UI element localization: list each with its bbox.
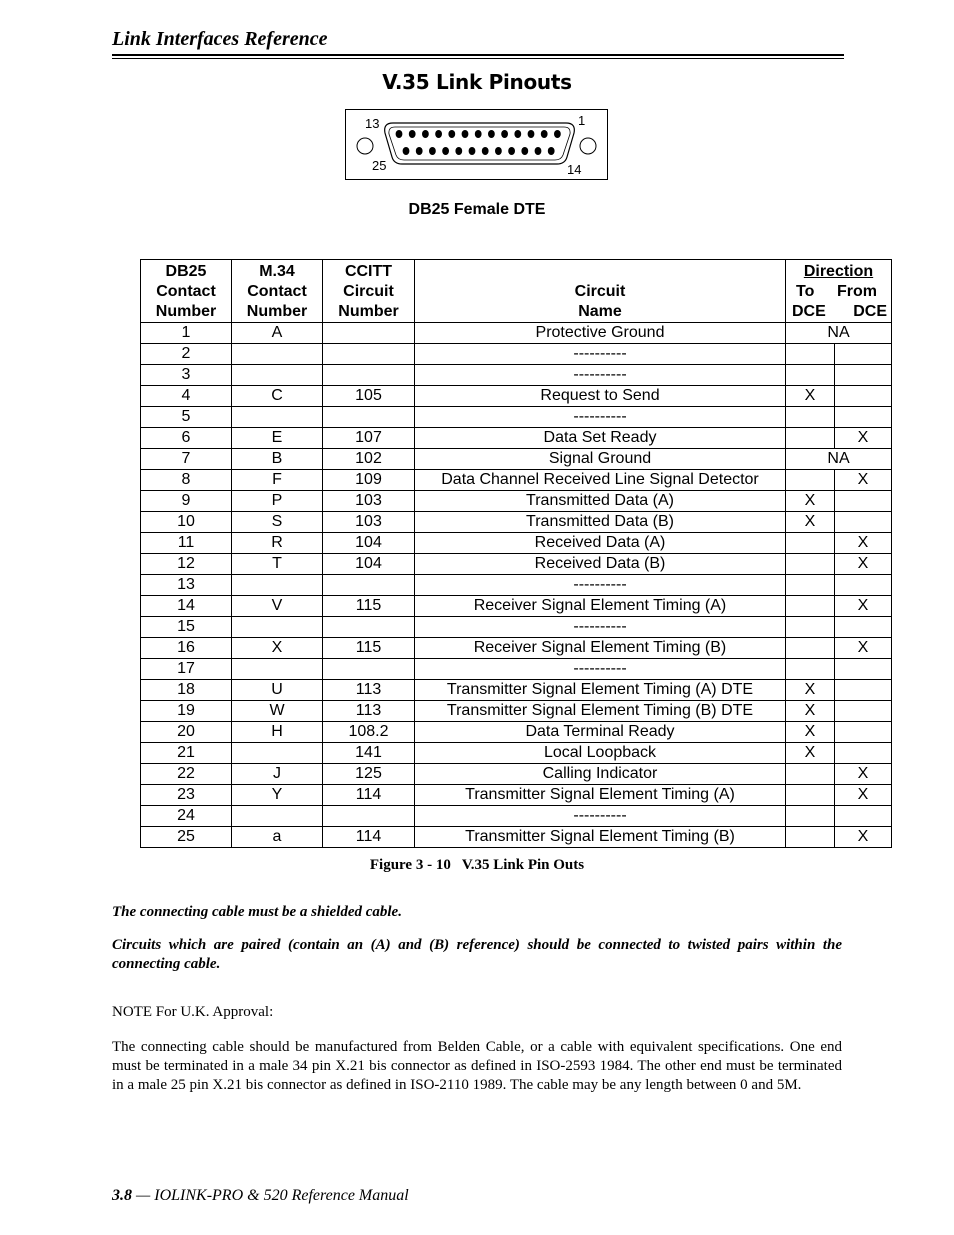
header-rule-thick	[112, 54, 844, 56]
cell-ccitt	[323, 659, 415, 680]
table-row	[141, 344, 892, 365]
cell-circuit-name: Request to Send	[415, 386, 786, 407]
cell-to-dce	[786, 554, 835, 575]
cell-ccitt: 105	[323, 386, 415, 407]
cell-to-dce	[786, 575, 835, 596]
connector-pin	[409, 130, 416, 138]
cell-m34: P	[232, 491, 323, 512]
cell-ccitt	[323, 806, 415, 827]
cell-from-dce	[835, 575, 892, 596]
cell-from-dce	[835, 743, 892, 764]
connector-pin	[528, 130, 535, 138]
cell-ccitt: 103	[323, 491, 415, 512]
connector-pin	[396, 130, 403, 138]
header-direction: Direction To From DCE DCE	[786, 260, 892, 323]
cell-m34	[232, 617, 323, 638]
table-row	[141, 407, 892, 428]
cell-db25: 4	[141, 386, 232, 407]
cell-circuit-name: Signal Ground	[415, 449, 786, 470]
figure-title: V.35 Link Pin Outs	[461, 857, 585, 873]
cell-m34: S	[232, 512, 323, 533]
cell-db25: 9	[141, 491, 232, 512]
cell-from-dce: X	[835, 428, 892, 449]
cell-m34: V	[232, 596, 323, 617]
cell-to-dce: X	[786, 722, 835, 743]
cell-ccitt	[323, 407, 415, 428]
pin-label-25: 25	[372, 158, 387, 173]
cell-ccitt: 109	[323, 470, 415, 491]
cell-db25: 8	[141, 470, 232, 491]
cell-circuit-name: Receiver Signal Element Timing (A)	[415, 596, 786, 617]
header-title: Link Interfaces Reference	[112, 28, 328, 50]
table-row	[141, 575, 892, 596]
header-direction-label: Direction	[803, 263, 874, 280]
cell-from-dce	[835, 407, 892, 428]
cell-from-dce	[835, 701, 892, 722]
cell-m34: X	[232, 638, 323, 659]
cell-m34: T	[232, 554, 323, 575]
cell-from-dce	[835, 512, 892, 533]
cell-db25: 25	[141, 827, 232, 848]
connector-pin	[435, 130, 442, 138]
cell-db25: 18	[141, 680, 232, 701]
cell-to-dce	[786, 407, 835, 428]
note-twisted-pairs: Circuits which are paired (contain an (A) and (B) reference) should be connected to twisted pairs within the connecting cable.	[112, 937, 842, 972]
cell-ccitt	[323, 617, 415, 638]
table-row	[141, 827, 892, 848]
note-uk-heading: NOTE For U.K. Approval:	[112, 1004, 274, 1020]
cell-circuit-name: ----------	[415, 575, 786, 596]
cell-direction-na: NA	[786, 323, 892, 344]
cell-m34: R	[232, 533, 323, 554]
running-footer	[112, 1186, 409, 1206]
cell-to-dce: X	[786, 743, 835, 764]
cell-ccitt: 113	[323, 701, 415, 722]
connector-pin	[554, 130, 561, 138]
cell-db25: 1	[141, 323, 232, 344]
pin-label-14: 14	[567, 162, 582, 177]
cell-db25: 21	[141, 743, 232, 764]
cell-from-dce: X	[835, 785, 892, 806]
cell-m34: F	[232, 470, 323, 491]
cell-ccitt: 108.2	[323, 722, 415, 743]
cell-to-dce	[786, 764, 835, 785]
cell-ccitt: 104	[323, 533, 415, 554]
table-row	[141, 554, 892, 575]
cell-db25: 6	[141, 428, 232, 449]
cell-to-dce	[786, 806, 835, 827]
footer-page-number: 3.8	[112, 1187, 132, 1204]
cell-circuit-name: Protective Ground	[415, 323, 786, 344]
cell-from-dce	[835, 617, 892, 638]
cell-circuit-name: Data Set Ready	[415, 428, 786, 449]
connector-pin	[521, 147, 528, 155]
cell-from-dce	[835, 344, 892, 365]
cell-to-dce: X	[786, 386, 835, 407]
cell-to-dce	[786, 470, 835, 491]
cell-to-dce: X	[786, 680, 835, 701]
connector-pin	[535, 147, 542, 155]
cell-to-dce	[786, 785, 835, 806]
table-row	[141, 659, 892, 680]
connector-pin	[429, 147, 436, 155]
cell-from-dce: X	[835, 638, 892, 659]
pinout-table	[140, 259, 892, 848]
cell-circuit-name: Transmitter Signal Element Timing (A) DTE	[415, 680, 786, 701]
footer-separator: —	[132, 1187, 155, 1204]
header-circuit-name: Circuit Name	[415, 260, 786, 323]
table-row	[141, 617, 892, 638]
header-rule-thin	[112, 58, 844, 59]
cell-from-dce: X	[835, 596, 892, 617]
cell-circuit-name: Received Data (A)	[415, 533, 786, 554]
table-row	[141, 365, 892, 386]
cell-circuit-name: ----------	[415, 659, 786, 680]
cell-db25: 11	[141, 533, 232, 554]
cell-to-dce	[786, 617, 835, 638]
cell-circuit-name: Data Channel Received Line Signal Detector	[415, 470, 786, 491]
header-m34: M.34 Contact Number	[232, 260, 323, 323]
pinout-table-body	[141, 323, 892, 848]
table-row	[141, 680, 892, 701]
cell-from-dce: X	[835, 554, 892, 575]
cell-ccitt	[323, 323, 415, 344]
cell-ccitt: 114	[323, 785, 415, 806]
cell-direction-na: NA	[786, 449, 892, 470]
cell-m34	[232, 575, 323, 596]
cell-m34: C	[232, 386, 323, 407]
connector-pin	[416, 147, 423, 155]
connector-pin	[475, 130, 482, 138]
cell-to-dce	[786, 659, 835, 680]
table-row	[141, 743, 892, 764]
cell-m34	[232, 407, 323, 428]
cell-to-dce	[786, 533, 835, 554]
cell-ccitt: 141	[323, 743, 415, 764]
cell-to-dce	[786, 428, 835, 449]
cell-from-dce	[835, 491, 892, 512]
cell-circuit-name: Transmitter Signal Element Timing (B)	[415, 827, 786, 848]
running-header	[112, 26, 844, 52]
cell-circuit-name: Calling Indicator	[415, 764, 786, 785]
cell-ccitt: 103	[323, 512, 415, 533]
cell-from-dce	[835, 659, 892, 680]
cell-from-dce: X	[835, 533, 892, 554]
cell-db25: 22	[141, 764, 232, 785]
connector-pin	[442, 147, 449, 155]
cell-db25: 20	[141, 722, 232, 743]
cell-to-dce	[786, 596, 835, 617]
cell-from-dce	[835, 386, 892, 407]
table-row	[141, 386, 892, 407]
note-uk-body: The connecting cable should be manufactured from Belden Cable, or a cable with equivalent specifications. One end must be terminated in a male 34 pin X.21 bis connector as defined in ISO-2593 1984. The other end must be terminated in a male 25 pin X.21 bis connector as defined in ISO-2110 1989. The cable may be any length between 0 and 5M.	[112, 1039, 842, 1093]
cell-m34	[232, 806, 323, 827]
cell-db25: 17	[141, 659, 232, 680]
cell-ccitt	[323, 344, 415, 365]
cell-to-dce	[786, 638, 835, 659]
cell-to-dce: X	[786, 512, 835, 533]
cell-db25: 16	[141, 638, 232, 659]
cell-m34: W	[232, 701, 323, 722]
connector-pin	[495, 147, 502, 155]
cell-db25: 15	[141, 617, 232, 638]
cell-db25: 13	[141, 575, 232, 596]
cell-from-dce	[835, 806, 892, 827]
cell-ccitt	[323, 365, 415, 386]
table-row	[141, 428, 892, 449]
cell-ccitt: 114	[323, 827, 415, 848]
db25-connector-diagram	[345, 109, 608, 180]
cell-circuit-name: Transmitted Data (B)	[415, 512, 786, 533]
connector-pin	[403, 147, 410, 155]
table-row	[141, 701, 892, 722]
cell-from-dce	[835, 722, 892, 743]
figure-caption	[0, 855, 954, 875]
cell-to-dce	[786, 365, 835, 386]
cell-m34: Y	[232, 785, 323, 806]
pin-label-1: 1	[578, 113, 586, 128]
footer-manual-title: IOLINK-PRO & 520 Reference Manual	[154, 1187, 409, 1204]
cell-db25: 12	[141, 554, 232, 575]
cell-m34: A	[232, 323, 323, 344]
cell-ccitt	[323, 575, 415, 596]
cell-m34: a	[232, 827, 323, 848]
cell-circuit-name: Transmitter Signal Element Timing (B) DTE	[415, 701, 786, 722]
cell-from-dce: X	[835, 470, 892, 491]
table-row	[141, 806, 892, 827]
figure-number: Figure 3 - 10	[369, 857, 451, 873]
cell-ccitt: 102	[323, 449, 415, 470]
note-shielded-cable: The connecting cable must be a shielded cable.	[112, 904, 402, 920]
connector-pin	[501, 130, 508, 138]
connector-pin	[448, 130, 455, 138]
connector-pin	[462, 130, 469, 138]
cell-db25: 14	[141, 596, 232, 617]
cell-ccitt: 125	[323, 764, 415, 785]
connector-pin	[482, 147, 489, 155]
cell-circuit-name: Receiver Signal Element Timing (B)	[415, 638, 786, 659]
cell-m34	[232, 743, 323, 764]
cell-m34	[232, 659, 323, 680]
pin-label-13: 13	[365, 116, 380, 131]
table-row	[141, 491, 892, 512]
cell-m34: U	[232, 680, 323, 701]
connector-pin	[514, 130, 521, 138]
cell-from-dce: X	[835, 827, 892, 848]
table-row	[141, 764, 892, 785]
connector-pin	[469, 147, 476, 155]
cell-circuit-name: Transmitted Data (A)	[415, 491, 786, 512]
cell-db25: 10	[141, 512, 232, 533]
connector-pin	[455, 147, 462, 155]
header-ccitt: CCITT Circuit Number	[323, 260, 415, 323]
cell-circuit-name: ----------	[415, 344, 786, 365]
cell-db25: 7	[141, 449, 232, 470]
cell-m34	[232, 344, 323, 365]
cell-circuit-name: ----------	[415, 407, 786, 428]
cell-m34	[232, 365, 323, 386]
connector-pin	[422, 130, 429, 138]
cell-m34: E	[232, 428, 323, 449]
table-row	[141, 785, 892, 806]
connector-pin	[508, 147, 515, 155]
header-db25: DB25 Contact Number	[141, 260, 232, 323]
cell-db25: 3	[141, 365, 232, 386]
cell-db25: 23	[141, 785, 232, 806]
cell-from-dce	[835, 365, 892, 386]
table-row	[141, 596, 892, 617]
page-title: V.35 Link Pinouts	[382, 70, 572, 94]
cell-circuit-name: Local Loopback	[415, 743, 786, 764]
cell-circuit-name: Received Data (B)	[415, 554, 786, 575]
cell-db25: 2	[141, 344, 232, 365]
cell-m34: B	[232, 449, 323, 470]
cell-ccitt: 115	[323, 596, 415, 617]
cell-m34: H	[232, 722, 323, 743]
cell-ccitt: 115	[323, 638, 415, 659]
cell-ccitt: 113	[323, 680, 415, 701]
cell-to-dce: X	[786, 491, 835, 512]
cell-from-dce	[835, 680, 892, 701]
table-row	[141, 323, 892, 344]
table-row	[141, 512, 892, 533]
cell-to-dce	[786, 827, 835, 848]
table-row	[141, 449, 892, 470]
cell-to-dce	[786, 344, 835, 365]
cell-circuit-name: ----------	[415, 365, 786, 386]
cell-db25: 19	[141, 701, 232, 722]
cell-circuit-name: Transmitter Signal Element Timing (A)	[415, 785, 786, 806]
cell-ccitt: 104	[323, 554, 415, 575]
connector-pin	[488, 130, 495, 138]
cell-circuit-name: ----------	[415, 617, 786, 638]
connector-caption: DB25 Female DTE	[408, 201, 546, 218]
connector-pin	[541, 130, 548, 138]
cell-m34: J	[232, 764, 323, 785]
table-row	[141, 470, 892, 491]
table-row	[141, 533, 892, 554]
cell-ccitt: 107	[323, 428, 415, 449]
cell-db25: 5	[141, 407, 232, 428]
table-row	[141, 722, 892, 743]
cell-circuit-name: ----------	[415, 806, 786, 827]
connector-pin	[548, 147, 555, 155]
cell-from-dce: X	[835, 764, 892, 785]
table-header-row	[141, 260, 892, 323]
cell-to-dce: X	[786, 701, 835, 722]
cell-db25: 24	[141, 806, 232, 827]
table-row	[141, 638, 892, 659]
cell-circuit-name: Data Terminal Ready	[415, 722, 786, 743]
